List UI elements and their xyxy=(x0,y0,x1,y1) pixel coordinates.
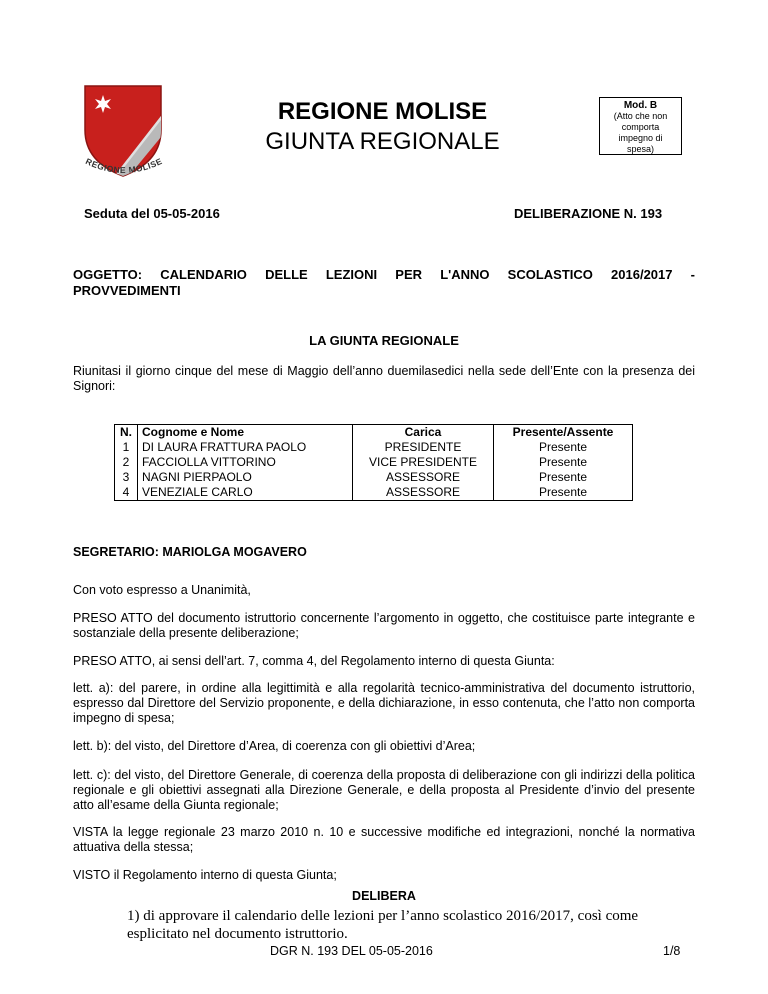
table-cell: ASSESSORE xyxy=(353,485,494,501)
mod-b-line: (Atto che non xyxy=(613,111,668,121)
regione-molise-logo xyxy=(75,78,175,188)
table-cell: VICE PRESIDENTE xyxy=(353,455,494,470)
table-cell: Presente xyxy=(494,485,633,501)
mod-b-line: comporta xyxy=(621,122,660,132)
table-header: Presente/Assente xyxy=(494,425,633,441)
footer-text: DGR N. 193 DEL 05-05-2016 xyxy=(270,944,433,958)
table-cell: 3 xyxy=(115,470,138,485)
table-row xyxy=(115,440,633,455)
subject-line-1: OGGETTO: CALENDARIO DELLE LEZIONI PER L'ANNO SCOLASTICO 2016/2017 - xyxy=(73,267,695,282)
logo-text: REGIONE MOLISE xyxy=(84,155,164,176)
page-subtitle: GIUNTA REGIONALE xyxy=(265,128,500,155)
table-cell: VENEZIALE CARLO xyxy=(138,485,353,501)
paragraph: Con voto espresso a Unanimità, xyxy=(73,583,251,597)
mod-b-title: Mod. B xyxy=(623,100,658,111)
paragraph: lett. a): del parere, in ordine alla legittimità e alla regolarità tecnico-amministrativa del documento istruttorio, espresso dal Direttore del Servizio proponente, e della dichiarazione, in esso contenuta, che l’atto non comporta impegno di spesa; xyxy=(73,681,695,725)
mod-b-box xyxy=(599,97,682,155)
table-cell: DI LAURA FRATTURA PAOLO xyxy=(138,440,353,455)
paragraph: VISTA la legge regionale 23 marzo 2010 n. 10 e successive modifiche ed integrazioni, nonché la normativa attuativa della stessa; xyxy=(73,825,695,854)
table-cell: Presente xyxy=(494,440,633,455)
paragraph: VISTO il Regolamento interno di questa Giunta; xyxy=(73,868,337,882)
table-header: Cognome e Nome xyxy=(138,425,353,441)
paragraph: lett. b): del visto, del Direttore d’Area, di coerenza con gli obiettivi d’Area; xyxy=(73,739,476,753)
table-cell: 4 xyxy=(115,485,138,501)
table-row xyxy=(115,470,633,485)
paragraph: PRESO ATTO del documento istruttorio concernente l’argomento in oggetto, che costituisce parte integrante e sostanziale della presente deliberazione; xyxy=(73,611,695,640)
table-cell: ASSESSORE xyxy=(353,470,494,485)
members-table xyxy=(114,424,633,501)
delibera-title: DELIBERA xyxy=(352,889,416,903)
table-cell: NAGNI PIERPAOLO xyxy=(138,470,353,485)
table-cell: 1 xyxy=(115,440,138,455)
mod-b-line: spesa) xyxy=(626,144,654,154)
table-row xyxy=(115,455,633,470)
deliberation-number: DELIBERAZIONE N. 193 xyxy=(514,206,663,221)
paragraph: lett. c): del visto, del Direttore Generale, di coerenza della proposta di deliberazione con gli indirizzi della politica regionale e gli obiettivi assegnati alla Direzione Generale, e della proposta al Presidente d’invio del presente atto all’esame della Giunta regionale; xyxy=(73,768,695,812)
table-cell: Presente xyxy=(494,455,633,470)
table-row xyxy=(115,485,633,501)
mod-b-line: impegno di xyxy=(618,133,663,143)
subject-line-2: PROVVEDIMENTI xyxy=(73,283,181,298)
secretary: SEGRETARIO: MARIOLGA MOGAVERO xyxy=(73,545,307,559)
table-cell: 2 xyxy=(115,455,138,470)
intro-paragraph: Riunitasi il giorno cinque del mese di Maggio dell’anno duemilasedici nella sede dell’Ente con la presenza dei Signori: xyxy=(73,364,695,393)
paragraph: PRESO ATTO, ai sensi dell’art. 7, comma 4, del Regolamento interno di questa Giunta: xyxy=(73,654,555,668)
page-number: 1/8 xyxy=(663,944,681,958)
table-cell: PRESIDENTE xyxy=(353,440,494,455)
session-date: Seduta del 05-05-2016 xyxy=(84,206,220,221)
section-title: LA GIUNTA REGIONALE xyxy=(309,333,459,348)
table-cell: Presente xyxy=(494,470,633,485)
page-title: REGIONE MOLISE xyxy=(277,98,488,125)
table-header: Carica xyxy=(353,425,494,441)
table-header: N. xyxy=(115,425,138,441)
table-cell: FACCIOLLA VITTORINO xyxy=(138,455,353,470)
delibera-item: 1) di approvare il calendario delle lezioni per l’anno scolastico 2016/2017, così come esplicitato nel documento istruttorio. xyxy=(127,908,639,942)
